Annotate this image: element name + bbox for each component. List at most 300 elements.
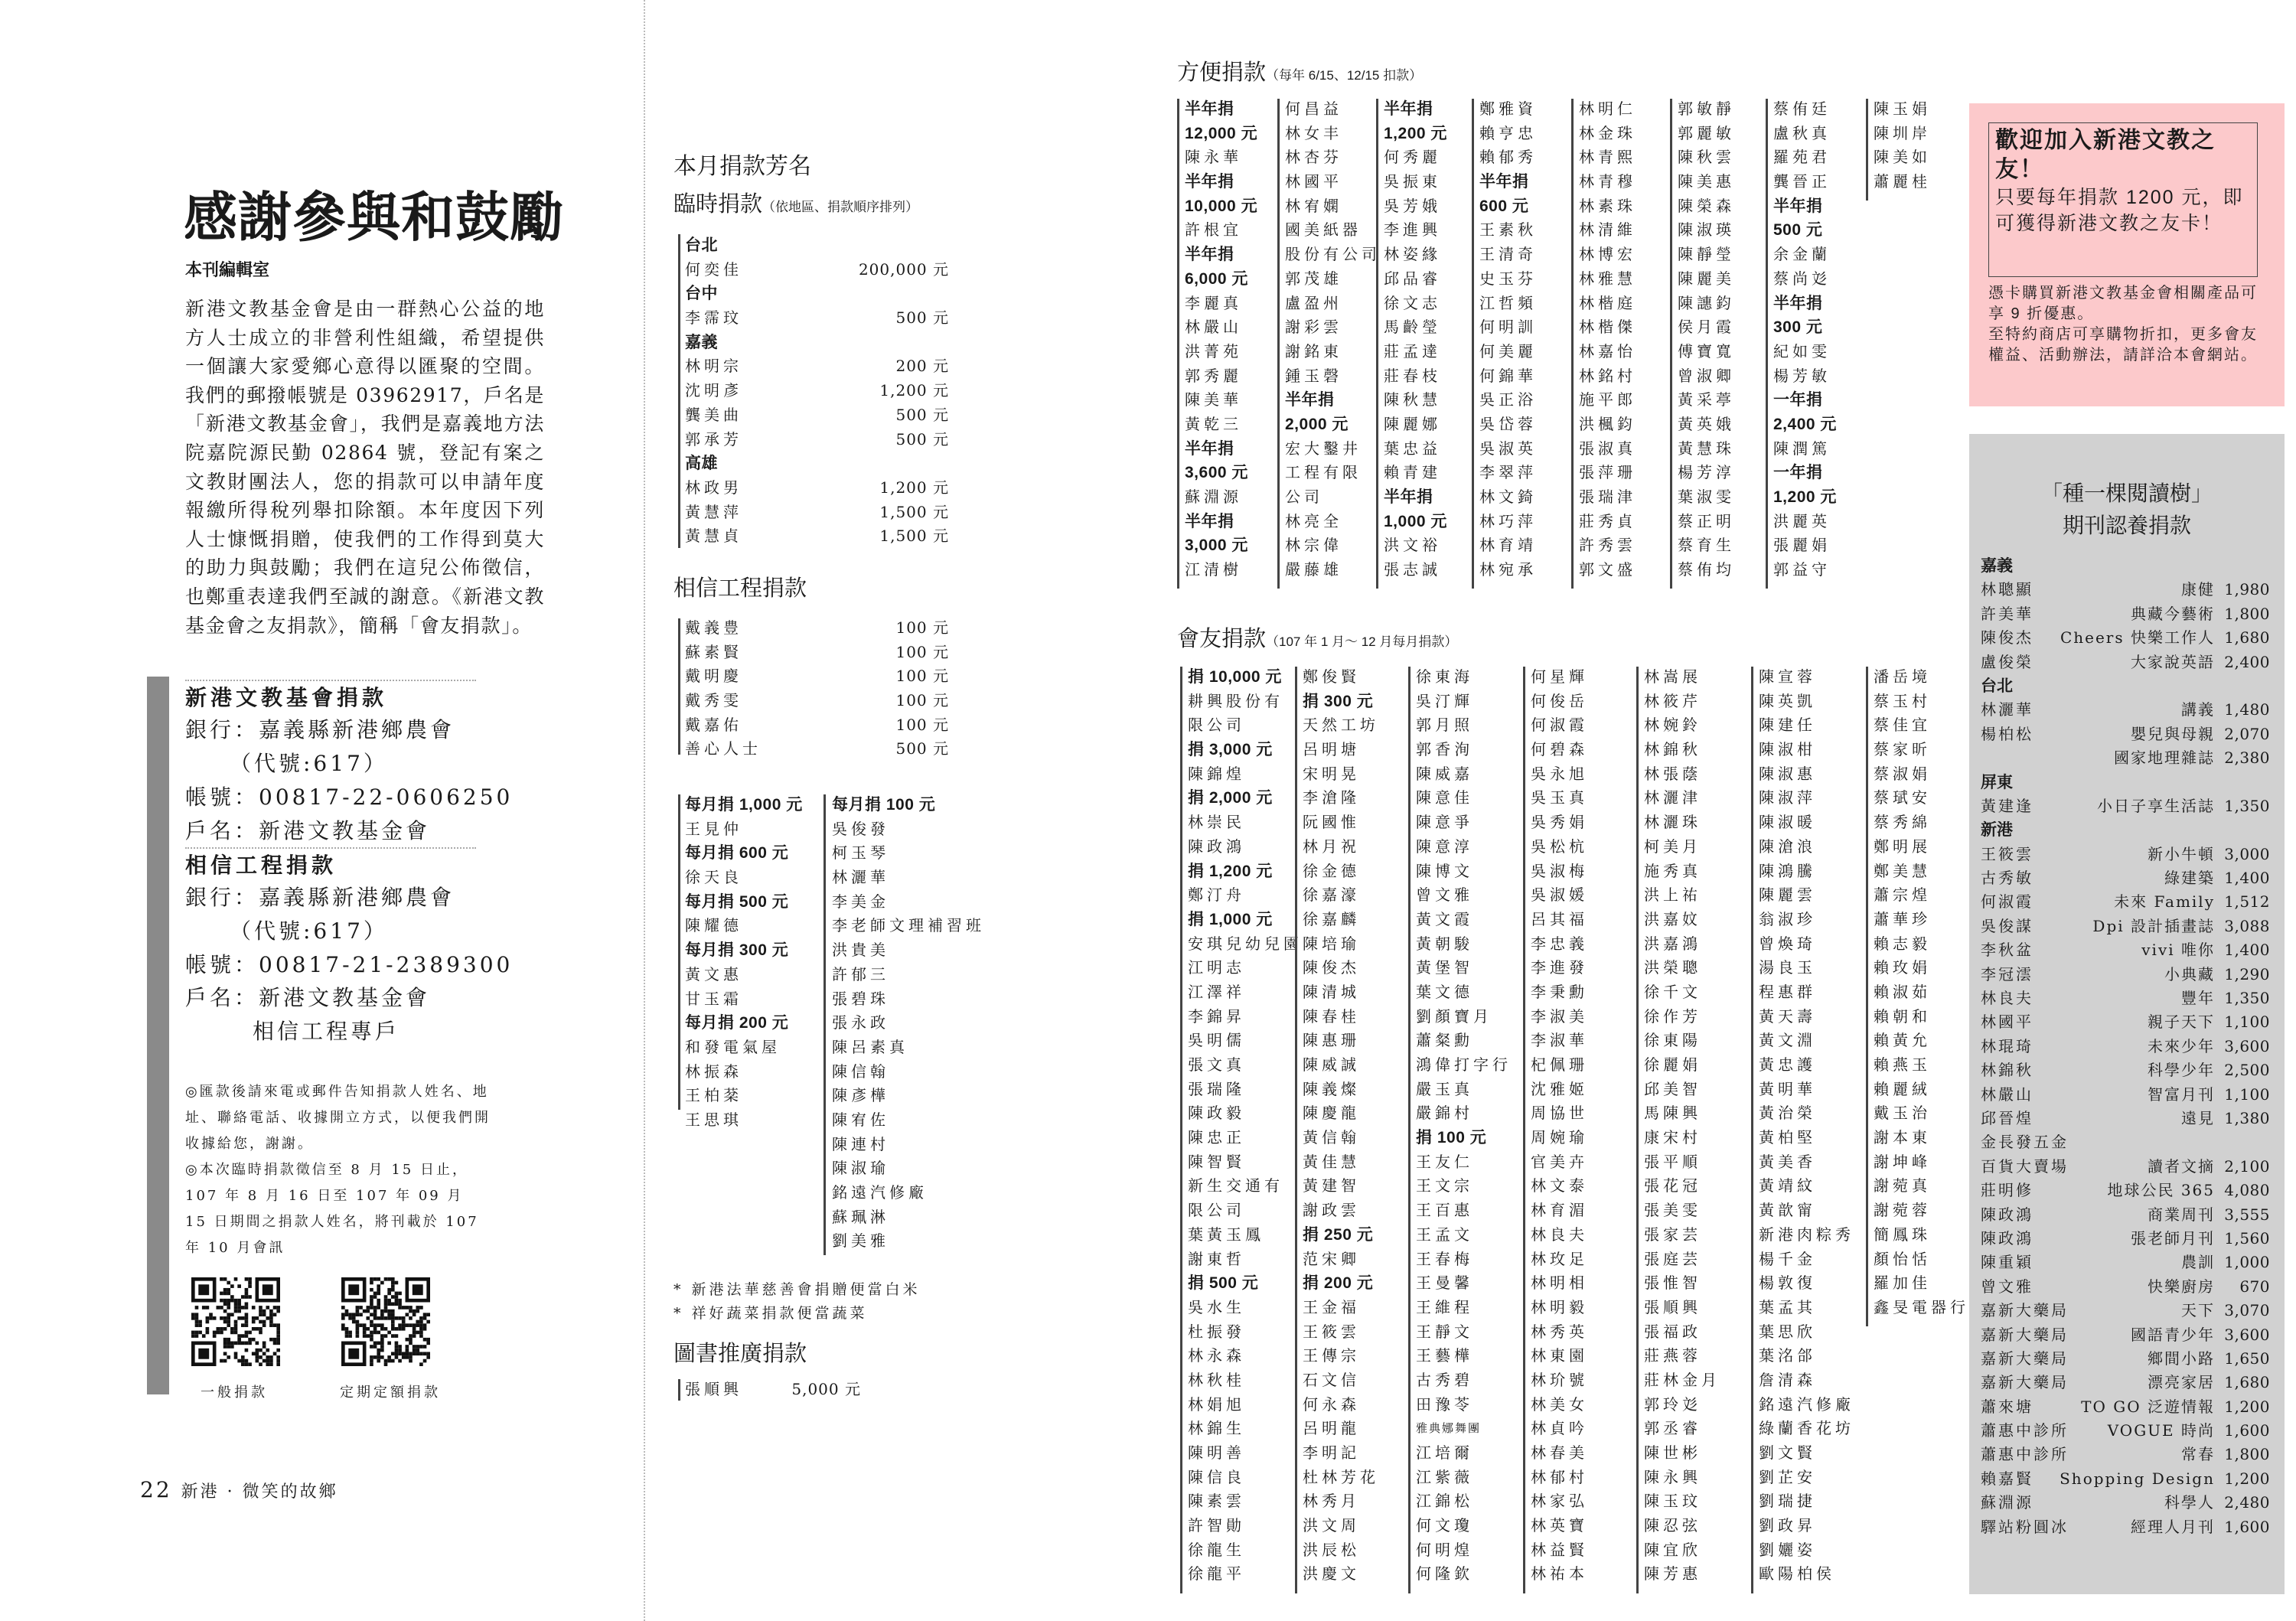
amount-label: 半年捐 — [1185, 246, 1234, 264]
donor-name: 吳淑英 — [1479, 439, 1537, 458]
donor-name: 銘遠汽修廠 — [1759, 1394, 1854, 1414]
donor-name: 翁淑珍 — [1759, 909, 1816, 928]
donor-name: 詹清森 — [1759, 1370, 1816, 1389]
donor-name: 陳呂素真 — [832, 1037, 908, 1056]
donor-name: 陳芳惠 — [1644, 1564, 1701, 1583]
column-rule — [1866, 99, 1868, 201]
subscriber-name: 百貨大賣場 — [1981, 1156, 2069, 1176]
books-heading: 圖書推廣捐款 — [673, 1342, 807, 1366]
donor-name: 陳彥樺 — [832, 1086, 889, 1105]
donor-name: 陳威嘉 — [1416, 764, 1473, 783]
donor-name: 吳松杭 — [1531, 837, 1588, 856]
donor-name: 林玠號 — [1531, 1370, 1588, 1389]
donor-name: 陳淑瑛 — [1678, 220, 1735, 240]
donor-name: 李忠義 — [1531, 934, 1588, 953]
amount-label: 6,000 元 — [1185, 269, 1248, 288]
table-row — [1981, 626, 2270, 650]
donor-name: 吳水生 — [1188, 1297, 1245, 1316]
subscription-amount: 1,800 — [2224, 1445, 2270, 1464]
donor-name: 林博宏 — [1579, 245, 1636, 264]
title-line: 期刊認養捐款 — [2062, 513, 2191, 538]
donor-name: 嚴錦村 — [1416, 1104, 1473, 1123]
donor-name: 王靜文 — [1416, 1322, 1473, 1341]
donor-name: 林英寶 — [1531, 1516, 1588, 1535]
donor-name: 李明記 — [1303, 1443, 1360, 1462]
donor-name: 楊芳淳 — [1678, 463, 1735, 482]
amount-label: 半年捐 — [1773, 197, 1823, 215]
donor-name: 張惟智 — [1644, 1274, 1701, 1293]
byline: 本刊編輯室 — [185, 260, 270, 279]
donor-name: 余金蘭 — [1773, 245, 1831, 264]
donor-name: 徐文志 — [1384, 293, 1441, 312]
donor-name: 陳連村 — [832, 1134, 889, 1153]
magazine-title: 讀者文摘 — [2148, 1156, 2215, 1176]
subscriber-name: 嘉新大藥局 — [1981, 1373, 2069, 1392]
region-label: 高雄 — [685, 455, 718, 473]
donor-name: 張庭芸 — [1644, 1249, 1701, 1268]
donor-name: 何文瓊 — [1416, 1516, 1473, 1535]
in-kind-note: * 新港法華慈善會捐贈便當白米 — [673, 1281, 921, 1298]
subscription-amount: 1,100 — [2224, 1084, 2270, 1104]
donor-name: 陳永興 — [1644, 1467, 1701, 1486]
donor-name: 徐金德 — [1303, 861, 1360, 880]
subscriber-name: 陳政鴻 — [1981, 1205, 2033, 1224]
donor-name: 林振森 — [685, 1062, 742, 1081]
donation-amount: 1,200 元 — [879, 381, 949, 400]
donor-name: 莊林金月 — [1644, 1370, 1720, 1389]
donor-name: 王百惠 — [1416, 1201, 1473, 1220]
donor-name: 陳淑瑜 — [832, 1159, 889, 1178]
amount-label: 2,400 元 — [1773, 415, 1837, 433]
donor-name: 郭茂雄 — [1285, 269, 1342, 288]
amount-label: 半年捐 — [1479, 173, 1529, 191]
donor-name: 張福政 — [1644, 1322, 1701, 1341]
subscriber-name: 黃建逢 — [1981, 796, 2033, 815]
magazine-title: 小典藏 — [2164, 964, 2215, 983]
amount-label: 半年捐 — [1384, 488, 1433, 506]
magazine-title: VOGUE 時尚 — [2107, 1421, 2215, 1440]
donation-amount: 200,000 元 — [858, 259, 949, 279]
donor-name: 何俊岳 — [1531, 691, 1588, 710]
donor-name: 賴青建 — [1384, 463, 1441, 482]
subscriber-name: 盧俊榮 — [1981, 652, 2033, 671]
donor-name: 林雅慧 — [1579, 269, 1636, 288]
table-row — [685, 379, 949, 403]
donor-name: 林明仁 — [1579, 99, 1636, 118]
column-rule — [1571, 99, 1574, 589]
donor-name: 林文錡 — [1479, 488, 1537, 506]
donor-name: 何錦華 — [1479, 366, 1537, 385]
donor-name: 林宥嫻 — [1285, 196, 1342, 215]
benefit-text: 至特約商店可享購物折扣，更多會友權益、活動辦法，請詳洽本會網站。 — [1988, 326, 2258, 364]
amount-label: 半年捐 — [1185, 173, 1234, 191]
donor-name: 張平順 — [1644, 1152, 1701, 1171]
donor-name: 呂其福 — [1531, 909, 1588, 928]
magazine-title: 商業周刊 — [2148, 1205, 2215, 1224]
table-row — [1981, 1203, 2270, 1227]
subscription-amount: 3,555 — [2224, 1205, 2270, 1224]
donor-name: 林崇民 — [1188, 813, 1245, 832]
donor-name: 陳美惠 — [1678, 172, 1735, 191]
donor-name: 李錦昇 — [1188, 1006, 1245, 1026]
donor-name: 王柏棻 — [685, 1086, 742, 1105]
donor-name: 王素秋 — [1479, 220, 1537, 240]
amount-label: 12,000 元 — [1185, 124, 1258, 142]
table-row — [685, 403, 949, 428]
donor-name: 馬陳興 — [1644, 1104, 1701, 1123]
subscriber-name: 嘉新大藥局 — [1981, 1349, 2069, 1368]
donor-name: 天然工坊 — [1303, 716, 1379, 735]
donor-name: 林文泰 — [1531, 1176, 1588, 1195]
donor-name: 林青熙 — [1579, 148, 1636, 167]
donor-name: 洪文裕 — [1384, 536, 1441, 555]
table-row — [1981, 1227, 2270, 1251]
donor-name: 林灑珠 — [1644, 813, 1701, 832]
donor-name: 限公司 — [1188, 1201, 1245, 1220]
donor-name: 葉黃玉鳳 — [1188, 1225, 1264, 1244]
donor-name: 陳意爭 — [1416, 813, 1473, 832]
donor-name: 王藝樺 — [1416, 1346, 1473, 1365]
donor-name: 江培爾 — [1416, 1443, 1473, 1462]
subscriber-name: 何淑霞 — [1981, 892, 2033, 912]
donor-name: 林嚴山 — [1185, 318, 1242, 337]
donor-name: 謝銘東 — [1285, 341, 1342, 360]
donor-name: 邱美智 — [1644, 1079, 1701, 1098]
donor-name: 林楷傑 — [1579, 318, 1636, 337]
table-row — [1981, 963, 2270, 987]
donor-name: 嚴藤雄 — [1285, 560, 1342, 579]
donor-name: 何明訓 — [1479, 318, 1537, 337]
donor-name: 郭益守 — [1773, 560, 1831, 579]
donor-name: 陳明善 — [1188, 1443, 1245, 1462]
qr-code-recurring-donation[interactable] — [341, 1277, 430, 1366]
donor-name: 江清樹 — [1185, 560, 1242, 579]
donor-name: 侯月霞 — [1678, 318, 1735, 337]
bank2-holder-line2: 相信工程專戶 — [253, 1019, 400, 1044]
qr-code-general-donation[interactable] — [191, 1277, 280, 1366]
donation-amount: 500 元 — [895, 405, 949, 424]
donor-name: 江錦松 — [1416, 1492, 1473, 1511]
donor-name: 李淑美 — [1531, 1006, 1588, 1026]
donation-amount: 100 元 — [895, 691, 949, 710]
donor-name: 顏怡恬 — [1874, 1249, 1931, 1268]
intro-paragraph: 新港文教基金會是由一群熱心公益的地方人士成立的非營利性組織，希望提供一個讓大家愛鄉心意得以匯聚的空間。我們的郵撥帳號是 03962917，戶名是「新港文教基金會」，我們是嘉義地方法院嘉院源民勤 02864 號，登記有案之文教財團法人，您的捐款可以申請年度報繳所得稅列舉扣除額。本年度因下列人士慷慨捐贈，使我們的工作得到莫大的助力與鼓勵；我們在這兒公佈徵信，也鄭重表達我們至誠的謝意。《新港文教基金會之友捐款》，簡稱「會友捐款」。 — [185, 298, 545, 637]
books-donation-row — [685, 1378, 861, 1402]
donor-name: 劉政昇 — [1759, 1516, 1816, 1535]
magazine-title: 快樂廚房 — [2148, 1277, 2215, 1296]
donor-name: 郭丞睿 — [1644, 1419, 1701, 1438]
donor-name: 工程有限 — [1285, 463, 1362, 482]
donor-name: 莊燕蓉 — [1644, 1346, 1701, 1365]
subscriber-name: 蕭惠中診所 — [1981, 1421, 2069, 1440]
donor-name: 林永森 — [1188, 1346, 1245, 1365]
donor-name: 范宋卿 — [1303, 1249, 1360, 1268]
table-row — [1981, 843, 2270, 866]
region-label: 新港 — [1981, 821, 2013, 840]
donor-name: 葉思欣 — [1759, 1322, 1816, 1341]
temp-donation-list — [685, 233, 949, 549]
subscription-amount: 1,200 — [2224, 1469, 2270, 1488]
donor-name: 羅苑君 — [1773, 148, 1831, 167]
donor-name: 何明煌 — [1416, 1540, 1473, 1559]
donor-name: 蔡淑娟 — [1874, 764, 1931, 783]
subscriber-name: 陳政鴻 — [1981, 1228, 2033, 1248]
list-rule — [678, 618, 680, 755]
donor-name: 施秀真 — [1644, 861, 1701, 880]
subscription-amount: 1,600 — [2224, 1517, 2270, 1536]
note: ◎匯款後請來電或郵件告知捐款人姓名、地址、聯絡電話、收據開立方式，以便我們開收據給您，謝謝。 — [185, 1084, 491, 1152]
donation-amount: 1,500 元 — [879, 527, 949, 546]
donor-name: 柯玉琴 — [832, 843, 889, 863]
donor-name: 陳世彬 — [1644, 1443, 1701, 1462]
donor-name: 安琪兒幼兒園 — [1188, 934, 1303, 953]
donor-name: 陳素雲 — [1188, 1492, 1245, 1511]
in-kind-note: * 祥好蔬菜捐款便當蔬菜 — [673, 1305, 868, 1322]
donor-name: 王友仁 — [1416, 1152, 1473, 1171]
subscriber-name: 林嚴山 — [1981, 1084, 2033, 1104]
donor-name: 林筱芹 — [1644, 691, 1701, 710]
subscriber-name: 蕭來塘 — [1981, 1397, 2033, 1416]
donor-name: 蔡侑廷 — [1773, 99, 1831, 118]
donor-name: 林東園 — [1531, 1346, 1588, 1365]
subscription-amount: 2,500 — [2224, 1061, 2270, 1080]
donor-name: 劉芷安 — [1759, 1467, 1816, 1486]
donor-name: 蕭華珍 — [1874, 909, 1931, 928]
subscriber-name: 金長發五金 — [1981, 1133, 2069, 1152]
donor-name: 李麗真 — [1185, 293, 1242, 312]
amount-label: 300 元 — [1773, 318, 1823, 337]
donor-name: 李淑華 — [1531, 1031, 1588, 1050]
donor-name: 洪楓鈞 — [1579, 414, 1636, 433]
donor-name: 洪嘉妏 — [1644, 909, 1701, 928]
table-row — [1981, 987, 2270, 1010]
donor-name: 銘遠汽修廠 — [832, 1183, 928, 1202]
donor-name: 徐麗娟 — [1644, 1055, 1701, 1074]
donor-name: 陳淑暖 — [1759, 813, 1816, 832]
donor-name: 龔美曲 — [685, 405, 742, 424]
donor-name: 陳榮森 — [1678, 196, 1735, 215]
qr-label: 定期定額捐款 — [340, 1385, 441, 1401]
amount-label: 每月捐 100 元 — [832, 796, 936, 814]
subscription-amount: 1,350 — [2224, 989, 2270, 1008]
donor-name: 蔡家昕 — [1874, 740, 1931, 759]
donor-name: 陳麗雲 — [1759, 886, 1816, 905]
amount-label: 捐 500 元 — [1188, 1274, 1259, 1293]
donor-name: 賴燕玉 — [1874, 1055, 1931, 1074]
name-column — [1874, 665, 1969, 1320]
table-row — [1981, 1035, 2270, 1058]
donor-name: 徐龍平 — [1188, 1564, 1245, 1583]
donor-name: 黃佳慧 — [1303, 1152, 1360, 1171]
donor-name: 謝菀蓉 — [1874, 1201, 1931, 1220]
amount-label: 捐 1,200 元 — [1188, 862, 1273, 880]
donor-name: 張美雯 — [1644, 1201, 1701, 1220]
table-row — [685, 258, 949, 282]
table-row — [1981, 890, 2270, 914]
donor-name: 張萍珊 — [1579, 463, 1636, 482]
donor-name: 吳俊發 — [832, 819, 889, 838]
donor-name: 戴玉治 — [1874, 1104, 1931, 1123]
table-row — [1981, 602, 2270, 626]
donor-name: 陳淑惠 — [1759, 764, 1816, 783]
donor-name: 陳鴻騰 — [1759, 861, 1816, 880]
bank2-code: （代號:617） — [230, 918, 388, 944]
donor-name: 陳俊杰 — [1303, 958, 1360, 977]
donor-name: 徐作芳 — [1644, 1006, 1701, 1026]
table-row — [685, 713, 949, 738]
donor-name: 林宗偉 — [1285, 536, 1342, 555]
list-rule — [678, 794, 680, 1110]
donor-name: 戴義豊 — [685, 618, 742, 637]
region-label: 嘉義 — [685, 333, 718, 351]
table-row — [1981, 938, 2270, 962]
donor-name: 林良夫 — [1531, 1225, 1588, 1244]
name-column — [1759, 665, 1854, 1587]
donor-name: 林宛承 — [1479, 560, 1537, 579]
name-column — [1579, 97, 1636, 582]
amount-label: 500 元 — [1773, 221, 1823, 240]
subscription-amount: 2,100 — [2224, 1156, 2270, 1176]
subscriber-name: 李冠澐 — [1981, 964, 2033, 983]
donor-name: 蔡侑均 — [1678, 560, 1735, 579]
donor-name: 林娟旭 — [1188, 1394, 1245, 1414]
donor-name: 林錦秋 — [1644, 740, 1701, 759]
donor-name: 周協世 — [1531, 1104, 1588, 1123]
donor-name: 陳滄浪 — [1759, 837, 1816, 856]
table-row — [1981, 1419, 2270, 1443]
column-rule — [1408, 667, 1411, 1593]
donor-name: 陳威誠 — [1303, 1055, 1360, 1074]
magazine-title: 經理人月刊 — [2131, 1517, 2215, 1536]
donor-name: 林金珠 — [1579, 123, 1636, 142]
donor-name: 郭麗敏 — [1678, 123, 1735, 142]
amount-label: 捐 100 元 — [1416, 1129, 1487, 1147]
donor-name: 何奕佳 — [685, 259, 742, 279]
donor-name: 陳靜瑩 — [1678, 245, 1735, 264]
magazine-title: 嬰兒與母親 — [2131, 724, 2215, 743]
donor-name: 林秀英 — [1531, 1322, 1588, 1341]
donor-name: 林嵩展 — [1644, 667, 1701, 686]
donor-name: 劉孋姿 — [1759, 1540, 1816, 1559]
donor-name: 吳玉真 — [1531, 788, 1588, 807]
donor-name: 謝東哲 — [1188, 1249, 1245, 1268]
donor-name: 郭秀麗 — [1185, 366, 1242, 385]
friend-card-subtitle: 只要每年捐款 1200 元，即可獲得新港文教之友卡！ — [1995, 187, 2244, 234]
table-row — [685, 737, 949, 762]
subscription-amount: 1,980 — [2224, 580, 2270, 599]
donor-name: 林楷庭 — [1579, 293, 1636, 312]
donor-name: 蔡珷安 — [1874, 788, 1931, 807]
donor-name: 吳明儒 — [1188, 1031, 1245, 1050]
magazine-title: Dpi 設計插畫誌 — [2092, 916, 2215, 935]
donor-name: 江明志 — [1188, 958, 1245, 977]
table-row — [685, 664, 949, 689]
amount-label: 捐 1,000 元 — [1188, 910, 1273, 928]
donor-name: 林貞吟 — [1531, 1419, 1588, 1438]
column-rule — [1751, 667, 1753, 1593]
column-rule — [1766, 99, 1768, 589]
column-rule — [1472, 99, 1474, 589]
donor-name: 林錦生 — [1188, 1419, 1245, 1438]
table-row — [1981, 794, 2270, 818]
donor-name: 葉洺郃 — [1759, 1346, 1816, 1365]
table-row — [685, 616, 949, 641]
donor-name: 簡鳳珠 — [1874, 1225, 1931, 1244]
amount-label: 捐 200 元 — [1303, 1274, 1374, 1293]
magazine-title: 典藏今藝術 — [2131, 604, 2215, 623]
donor-name: 陳美華 — [1185, 390, 1242, 409]
donor-name: 鄭雅資 — [1479, 99, 1537, 118]
subscription-amount: 3,070 — [2224, 1301, 2270, 1320]
temp-donation-heading — [673, 187, 918, 218]
donor-name: 張志誠 — [1384, 560, 1441, 579]
donor-name: 黃文淵 — [1759, 1031, 1816, 1050]
donor-name: 張瑞津 — [1579, 488, 1636, 506]
donor-name: 賴麗絨 — [1874, 1079, 1931, 1098]
donor-name: 李老師文理補習班 — [832, 916, 985, 935]
donor-name: 王金福 — [1303, 1297, 1360, 1316]
donor-name: 陳博文 — [1416, 861, 1473, 880]
donor-name: 謝彩雲 — [1285, 318, 1342, 337]
donor-name: 黃天壽 — [1759, 1006, 1816, 1026]
donor-name: 吳汀輝 — [1416, 691, 1473, 710]
donor-name: 何星輝 — [1531, 667, 1588, 686]
fangbian-title: 方便捐款 — [1177, 60, 1267, 85]
subscription-amount: 1,680 — [2224, 1373, 2270, 1392]
subscriber-name: 林灑華 — [1981, 700, 2033, 719]
donor-name: 李進發 — [1531, 958, 1588, 977]
table-row — [685, 354, 949, 379]
subscription-amount: 1,350 — [2224, 796, 2270, 815]
donation-amount: 1,200 元 — [879, 478, 949, 497]
subscription-amount: 670 — [2239, 1277, 2270, 1296]
page-gutter — [644, 0, 645, 1621]
donor-name: 傅寶寬 — [1678, 341, 1735, 360]
donor-name: 鄭俊賢 — [1303, 667, 1360, 686]
subscription-amount: 3,088 — [2224, 916, 2270, 935]
table-row — [1981, 1467, 2270, 1491]
magazine-title: 康健 — [2181, 580, 2215, 599]
table-row — [685, 306, 949, 331]
donor-name: 李美金 — [832, 892, 889, 911]
donor-name: 李秉勳 — [1531, 982, 1588, 1001]
subscription-amount: 1,650 — [2224, 1349, 2270, 1368]
donor-name: 何永森 — [1303, 1394, 1360, 1414]
donor-name: 洪文周 — [1303, 1516, 1360, 1535]
donor-name: 林祐本 — [1531, 1564, 1588, 1583]
donor-name: 王孟文 — [1416, 1225, 1473, 1244]
bank1-account: 帳號：00817-22-0606250 — [185, 784, 514, 810]
donor-name: 陳宜欣 — [1644, 1540, 1701, 1559]
table-row — [1981, 1323, 2270, 1347]
donor-name: 陳政鴻 — [1188, 837, 1245, 856]
donor-name: 陳麗娜 — [1384, 414, 1441, 433]
donor-name: 黃美香 — [1759, 1152, 1816, 1171]
donation-amount: 1,500 元 — [879, 502, 949, 521]
donor-name: 洪辰松 — [1303, 1540, 1360, 1559]
name-column — [1874, 97, 1931, 194]
donor-name: 黃歆甯 — [1759, 1201, 1816, 1220]
subscription-amount: 2,480 — [2224, 1493, 2270, 1512]
donor-name: 劉顏寶月 — [1416, 1006, 1492, 1026]
donor-name: 林女丰 — [1285, 123, 1342, 142]
donor-name: 李滄隆 — [1303, 788, 1360, 807]
donor-name: 石文信 — [1303, 1370, 1360, 1389]
donor-name: 紀如雯 — [1773, 341, 1831, 360]
donor-name: 新生交通有 — [1188, 1176, 1283, 1195]
donor-name: 洪上祐 — [1644, 886, 1701, 905]
donor-name: 王思琪 — [685, 1110, 742, 1129]
